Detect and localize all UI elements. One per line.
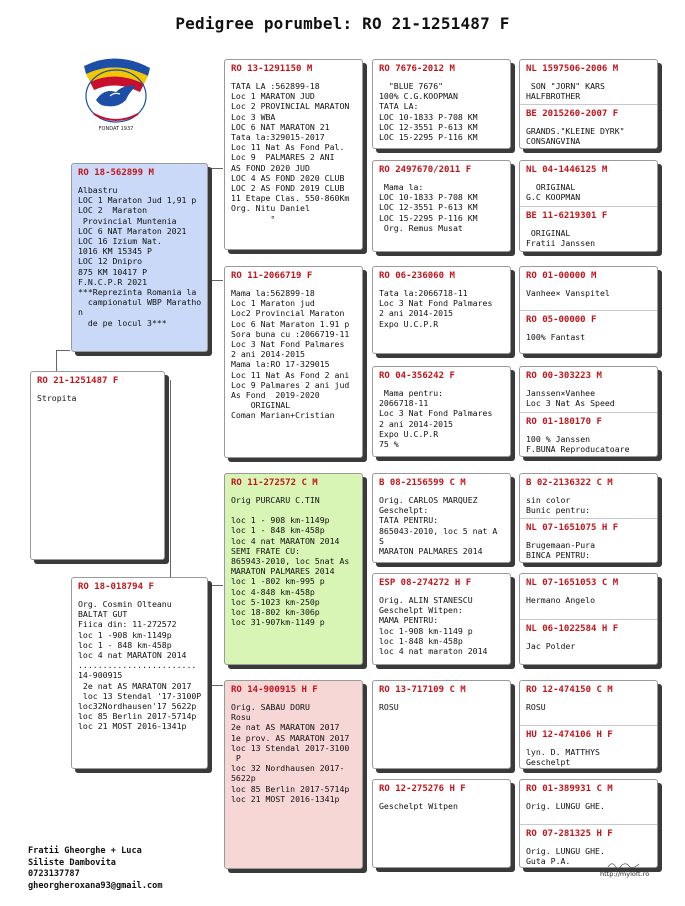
pedigree-card-ssd: [372, 160, 511, 252]
pigeon-notes: [526, 81, 651, 101]
note-line: Orig. CARLOS MARQUEZ: [379, 495, 478, 505]
note-line: 75 %: [379, 439, 399, 450]
note-line: LOC 10-1833 P-708 KM: [379, 192, 478, 203]
note-line: 5622p: [231, 773, 256, 784]
connector: [207, 280, 223, 281]
note-line: LOC 6 NAT MARATON 21: [231, 121, 330, 132]
note-line: Loc2 Provincial Maraton: [231, 308, 345, 319]
connector: [210, 585, 223, 586]
pigeon-notes: [526, 182, 651, 202]
note-line: loc 1 - 848 km-458p: [78, 639, 172, 650]
note-line: 100% C.G.KOOPMAN: [379, 91, 458, 102]
ring-number: RO 12-275276 H F: [379, 784, 466, 794]
note-line: Expo U.C.P.R: [379, 318, 439, 329]
note-line: BINCA PENTRU:: [526, 550, 591, 561]
pigeon-notes: [526, 747, 651, 767]
note-line: 2 ani 2014-2015: [379, 308, 453, 319]
note-line: LOC 12-3551 P-613 KM: [379, 202, 478, 213]
note-line: loc 4-848 km-458p: [231, 586, 315, 597]
note-line: TATA PENTRU:: [379, 515, 439, 526]
note-line: Brugemaan-Pura: [526, 540, 596, 550]
pigeon-entry: [520, 267, 657, 310]
note-line: Mama pentru:: [379, 388, 444, 398]
note-line: Janssen×Vanhee: [526, 388, 596, 398]
note-line: Loc 9 Palmares 2 ani jud: [231, 379, 350, 390]
note-line: ORIGINAL: [526, 228, 571, 238]
note-line: Loc 1 Maraton jud: [231, 298, 315, 309]
ring-number: NL 07-1651053 C M: [526, 578, 619, 588]
note-line: G.C KOOPMAN: [526, 192, 581, 203]
pigeon-entry: [72, 578, 207, 768]
owner-info: [28, 846, 163, 892]
pigeon-entry: [225, 681, 362, 868]
ring-number: RO 13-1291150 M: [231, 64, 313, 74]
ring-number: RO 01-389931 C M: [526, 784, 613, 794]
note-line: Loc 3 Nat Fond Palmares: [379, 408, 493, 419]
note-line: 2 ani 2014-2015: [379, 418, 453, 429]
note-line: LOC 1 Maraton Jud 1,91 p: [78, 195, 197, 206]
note-line: 2066718-11: [379, 398, 429, 409]
pigeon-entry: [225, 474, 362, 664]
note-line: ROSU: [526, 702, 546, 712]
ring-number: RO 11-272572 C M: [231, 478, 318, 488]
ring-number: RO 00-303223 M: [526, 371, 602, 381]
note-line: 2e nat AS MARATON 2017: [78, 680, 192, 691]
note-line: Orig. SABAU DORU: [231, 702, 310, 712]
note-line: Vanhee× Vanspitel: [526, 288, 610, 298]
note-line: Orig PURCARU C.TIN: [231, 495, 320, 505]
note-line: Loc 6 Nat Maraton 1.91 p: [231, 318, 350, 329]
note-line: Sora buna cu :2066719-11: [231, 328, 350, 339]
note-line: loc 1 - 848 km-458p: [231, 525, 325, 536]
note-line: loc 1 -802 km-995 p: [231, 576, 325, 587]
note-line: loc 21 MOST 2016-1341p: [78, 721, 187, 732]
pigeon-entry: [373, 267, 510, 353]
note-line: ........................: [78, 660, 197, 671]
note-line: LOC 2 Maraton: [78, 205, 148, 216]
note-line: CONSANGVINA: [526, 136, 581, 147]
owner-location: Siliste Dambovita: [28, 857, 116, 868]
note-line: Tata la:329015-2017: [231, 132, 325, 143]
note-line: loc 1-848 km-458p: [379, 635, 463, 646]
watermark-url[interactable]: http://myloft.ro: [600, 870, 650, 878]
pedigree-card-c1: [519, 59, 658, 149]
note-line: loc 85 Berlin 2017-5714p: [78, 711, 197, 722]
note-line: Hermano Angelo: [526, 595, 596, 605]
pigeon-entry: [373, 474, 510, 562]
ring-number: ESP 08-274272 H F: [379, 578, 472, 588]
note-line: TATA LA:: [379, 101, 419, 112]
note-line: F.N.C.P.R 2021: [78, 276, 148, 287]
note-line: 1016 KM 15345 P: [78, 246, 152, 257]
ring-number: RO 14-900915 H F: [231, 685, 318, 695]
ring-number: B 08-2156599 C M: [379, 478, 466, 488]
ring-number: RO 12-474150 C M: [526, 685, 613, 695]
ring-number: RO 13-717109 C M: [379, 685, 466, 695]
pigeon-notes: [526, 801, 651, 811]
ring-number: RO 01-180170 F: [526, 416, 602, 427]
ring-number: RO 11-2066719 F: [231, 271, 313, 281]
note-line: loc 13 Stendal '17-3100P: [78, 690, 202, 701]
note-line: LOC 15-2295 P-116 KM: [379, 212, 478, 223]
connector: [207, 168, 223, 169]
ring-number: NL 06-1022584 H F: [526, 624, 619, 634]
pedigree-card-c7: [519, 680, 658, 769]
ring-number: BE 2015260-2007 F: [526, 109, 619, 119]
note-line: ROSU: [379, 702, 399, 712]
note-line: Geschelpt Witpen: [379, 801, 458, 811]
note-line: Org. Nitu Daniel: [231, 203, 310, 214]
pedigree-card-dsd: [372, 573, 511, 665]
note-line: LOC 12 Dnipro: [78, 256, 143, 267]
connector: [210, 685, 223, 686]
note-line: HALFBROTHER: [526, 91, 581, 102]
ring-number: RO 21-1251487 F: [37, 376, 119, 386]
note-line: Org. Cosmin Olteanu: [78, 599, 172, 609]
note-line: BALTAT GUT: [78, 609, 128, 620]
pigeon-notes: [526, 126, 651, 146]
note-line: 875 KM 10417 P: [78, 266, 148, 277]
svg-text:FONDAT 1937: FONDAT 1937: [98, 126, 134, 132]
pigeon-entry: [520, 574, 657, 619]
note-line: Loc 11 Nat As Fond 2 ani: [231, 369, 350, 380]
note-line: Geschelpt Witpen:: [379, 605, 463, 616]
ring-number: RO 18-018794 F: [78, 582, 154, 592]
ring-number: B 02-2136322 C M: [526, 478, 613, 488]
pigeon-entry: [520, 681, 657, 725]
page-title: Pedigree porumbel: RO 21-1251487 F: [175, 14, 510, 33]
note-line: Orig. ALIN STANESCU: [379, 595, 473, 605]
note-line: LOC 6 NAT Maraton 2021: [78, 225, 187, 236]
pigeon-notes: [231, 288, 356, 421]
note-line: ORIGINAL: [231, 400, 291, 411]
note-line: Loc 1 MARATON JUD: [231, 91, 315, 102]
pigeon-notes: [379, 595, 504, 656]
pigeon-notes: [526, 434, 651, 454]
note-line: sin color: [526, 495, 571, 505]
note-line: MARATON PALMARES 2014: [379, 546, 483, 557]
note-line: loc 4 nat MARATON 2014: [78, 650, 187, 661]
ring-number: RO 01-00000 M: [526, 271, 597, 281]
note-line: Fiica din: 11-272572: [78, 619, 177, 630]
pedigree-card-c8: [519, 779, 658, 868]
note-line: 865043-2010, loc 5 nat A: [379, 525, 498, 536]
note-line: "BLUE 7676": [379, 81, 444, 91]
pedigree-card-c2: [519, 160, 658, 252]
note-line: TATA LA :562899-18: [231, 81, 320, 91]
note-line: LOC 12-3551 P-613 KM: [379, 121, 478, 132]
federation-logo: [70, 56, 162, 134]
note-line: loc 13 Stendal 2017-3100: [231, 742, 350, 753]
note-line: 2 ani 2014-2015: [231, 349, 305, 360]
note-line: GRANDS."KLEINE DYRK": [526, 126, 625, 136]
pedigree-card-c4: [519, 366, 658, 457]
pigeon-entry: [520, 310, 657, 354]
note-line: Rosu: [231, 712, 251, 723]
note-line: Loc 11 Nat As Fond Pal.: [231, 142, 345, 153]
pedigree-card-sdd: [372, 366, 511, 457]
pigeon-entry: [520, 161, 657, 206]
note-line: loc32Nordhausen'17 5622p: [78, 701, 197, 712]
pigeon-entry: [225, 60, 362, 249]
ring-number: HU 12-474106 H F: [526, 729, 613, 740]
pigeon-notes: [231, 81, 356, 224]
note-line: 11 Etape Clas. 550-860Km: [231, 193, 350, 204]
ring-number: RO 2497670/2011 F: [379, 165, 472, 175]
ring-number: RO 05-00000 F: [526, 315, 597, 325]
note-line: Bunic pentru:: [526, 505, 591, 516]
pigeon-entry: [520, 104, 657, 149]
note-line: Geschelpt: [526, 756, 571, 767]
note-line: MAMA PENTRU:: [379, 615, 439, 626]
pigeon-notes: [526, 388, 651, 408]
pedigree-card-dss: [372, 473, 511, 563]
note-line: 100% Fantast: [526, 332, 586, 342]
note-line: campionatul WBP Maratho: [78, 297, 202, 308]
pigeon-notes: [526, 595, 651, 605]
note-line: 14-900915: [78, 670, 123, 681]
ring-number: RO 18-562899 M: [78, 168, 154, 178]
ring-number: RO 04-356242 F: [379, 371, 455, 381]
pigeon-notes: [379, 288, 504, 329]
pigeon-entry: [520, 474, 657, 518]
pigeon-notes: [78, 185, 201, 328]
pigeon-entry: [373, 60, 510, 148]
note-line: loc 31-907km-1149 p: [231, 617, 325, 628]
note-line: Stropita: [37, 393, 77, 403]
note-line: Loc 3 Nat Fond Palmares: [379, 298, 493, 309]
connector: [56, 350, 70, 351]
pedigree-card-sd: [224, 266, 363, 458]
note-line: Coman Marian+Cristian: [231, 410, 335, 421]
note-line: AS FOND 2020 JUD: [231, 162, 310, 173]
note-line: loc 21 MOST 2016-1341p: [231, 793, 340, 804]
pigeon-entry: [520, 60, 657, 104]
ring-number: RO 07-281325 H F: [526, 828, 613, 839]
note-line: Orig. LUNGU GHE.: [526, 845, 605, 856]
note-line: 100 % Janssen: [526, 433, 591, 444]
note-line: Mama la:562899-18: [231, 288, 315, 298]
note-line: lyn. D. MATTHYS: [526, 746, 600, 757]
pigeon-entry: [520, 725, 657, 770]
ring-number: NL 07-1651075 H F: [526, 523, 619, 533]
pigeon-entry: [72, 164, 207, 351]
note-line: SEMI FRATE CU:: [231, 545, 301, 556]
note-line: Provincial Muntenia: [78, 215, 177, 226]
pigeon-notes: [379, 495, 504, 556]
pigeon-notes: [37, 393, 158, 403]
note-line: LOC 16 Izium Nat.: [78, 236, 162, 247]
note-line: loc 4 nat MARATON 2014: [231, 535, 340, 546]
connector: [170, 380, 171, 580]
note-line: Geschelpt:: [379, 505, 429, 516]
ring-number: RO 06-236060 M: [379, 271, 455, 281]
pigeon-notes: [379, 702, 504, 712]
note-line: Tata la:2066718-11: [379, 288, 468, 298]
pedigree-card-ss: [224, 59, 363, 250]
pigeon-notes: [379, 182, 504, 233]
ring-number: RO 7676-2012 M: [379, 64, 455, 74]
note-line: Orig. LUNGU GHE.: [526, 801, 605, 811]
note-line: Loc 2 PROVINCIAL MARATON: [231, 101, 350, 112]
note-line: loc 32 Nordhausen 2017-: [231, 763, 345, 774]
ring-number: BE 11-6219301 F: [526, 211, 608, 221]
pedigree-card-main: [30, 371, 165, 560]
owner-name: Fratii Gheorghe + Luca: [28, 846, 142, 856]
note-line: LOC 15-2295 P-116 KM: [379, 132, 478, 143]
note-line: F.BUNA Reproducatoare: [526, 443, 630, 454]
pedigree-card-sds: [372, 266, 511, 354]
note-line: Loc 3 Nat As Speed: [526, 398, 615, 409]
pigeon-notes: [379, 388, 504, 449]
pedigree-card-c3: [519, 266, 658, 354]
pigeon-entry: [520, 412, 657, 458]
note-line: 2e nat AS MARATON 2017: [231, 722, 340, 733]
pigeon-entry: [520, 367, 657, 412]
note-line: Loc 3 WBA: [231, 111, 276, 122]
pigeon-entry: [31, 372, 164, 559]
pigeon-notes: [526, 540, 651, 560]
note-line: Mama la:: [379, 182, 424, 192]
pigeon-entry: [373, 367, 510, 456]
pigeon-notes: [526, 288, 651, 298]
note-line: Albastru: [78, 185, 118, 195]
pigeon-notes: [379, 801, 504, 811]
note-line: Guta P.A.: [526, 855, 571, 866]
note-line: loc 4 nat maraton 2014: [379, 646, 488, 657]
note-line: LOC 2 AS FOND 2019 CLUB: [231, 183, 345, 194]
pedigree-card-ddd: [372, 779, 511, 868]
note-line: Org. Remus Musat: [379, 222, 463, 233]
pigeon-entry: [520, 780, 657, 824]
ring-number: NL 1597506-2006 M: [526, 64, 619, 74]
pedigree-card-dds: [372, 680, 511, 769]
pigeon-notes: [231, 702, 356, 804]
pigeon-entry: [373, 161, 510, 251]
pigeon-notes: [526, 641, 651, 651]
note-line: [231, 505, 356, 515]
note-line: Jac Polder: [526, 641, 576, 651]
pigeon-entry: [225, 267, 362, 457]
note-line: 1e prov. AS MARATON 2017: [231, 732, 350, 743]
pigeon-notes: [78, 599, 201, 732]
note-line: Fratii Janssen: [526, 238, 596, 249]
note-line: As Fond 2019-2020: [231, 390, 320, 401]
note-line: loc 1-908 km-1149 p: [379, 625, 473, 636]
note-line: n: [78, 307, 83, 318]
owner-phone: 0723137787: [28, 869, 80, 879]
note-line: S: [379, 535, 384, 546]
pigeon-entry: [373, 780, 510, 867]
note-line: 865943-2010, loc 5nat As: [231, 556, 350, 567]
pigeon-entry: [520, 206, 657, 252]
pigeon-entry: [520, 619, 657, 665]
note-line: de pe locul 3***: [78, 317, 167, 328]
note-line: LOC 10-1833 P-708 KM: [379, 111, 478, 122]
pedigree-card-ds: [224, 473, 363, 665]
pedigree-card-dam: [71, 577, 208, 769]
note-line: Loc 3 Nat Fond Palmares: [231, 339, 345, 350]
pigeon-notes: [526, 228, 651, 248]
note-line: loc 1 -908 km-1149p: [78, 629, 172, 640]
note-line: ***Reprezinta Romania la: [78, 287, 197, 298]
pigeon-entry: [373, 574, 510, 664]
note-line: loc 18-802 km-306p: [231, 607, 320, 618]
pedigree-card-dd: [224, 680, 363, 869]
pedigree-card-c5: [519, 473, 658, 563]
note-line: P: [231, 753, 241, 764]
note-line: Mama la:RO 17-329015: [231, 359, 330, 370]
owner-email[interactable]: gheorgheroxana93@gmail.com: [28, 880, 163, 891]
note-line: MARATON PALMARES 2014: [231, 566, 335, 577]
pigeon-notes: [526, 495, 651, 515]
note-line: °: [231, 213, 276, 224]
note-line: loc 85 Berlin 2017-5714p: [231, 783, 350, 794]
pedigree-card-sire: [71, 163, 208, 352]
pigeon-notes: [526, 702, 651, 712]
note-line: Expo U.C.P.R: [379, 428, 439, 439]
pedigree-card-c6: [519, 573, 658, 665]
note-line: loc 1 - 908 km-1149p: [231, 515, 330, 526]
pigeon-entry: [520, 518, 657, 563]
note-line: ORIGINAL: [526, 182, 576, 192]
note-line: loc 5-1023 km-250p: [231, 596, 320, 607]
pigeon-entry: [373, 681, 510, 768]
ring-number: NL 04-1446125 M: [526, 165, 608, 175]
pigeon-notes: [379, 81, 504, 142]
note-line: Loc 9 PALMARES 2 ANI: [231, 152, 335, 163]
pedigree-card-sss: [372, 59, 511, 149]
pigeon-notes: [526, 332, 651, 342]
note-line: SON "JORN" KARS: [526, 81, 605, 91]
note-line: LOC 4 AS FOND 2020 CLUB: [231, 172, 345, 183]
signature-mark: [607, 860, 641, 870]
pigeon-notes: [231, 495, 356, 627]
